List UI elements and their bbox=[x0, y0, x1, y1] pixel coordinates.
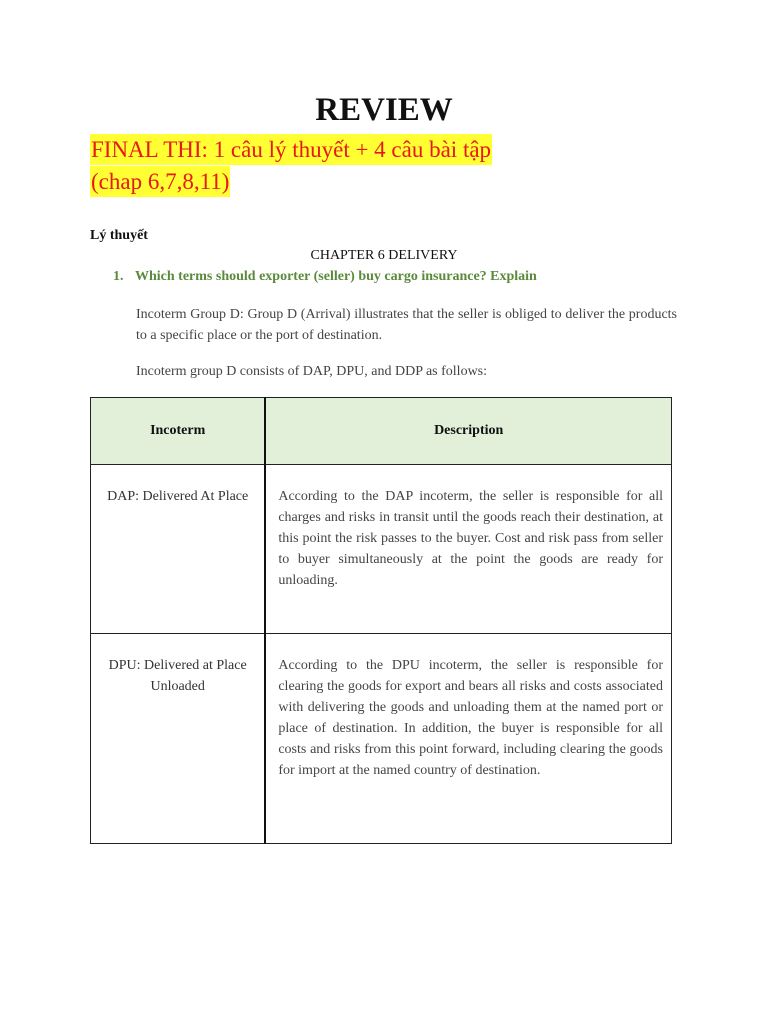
term-cell: DPU: Delivered at Place Unloaded bbox=[91, 634, 266, 844]
chapter-heading: CHAPTER 6 DELIVERY bbox=[310, 248, 458, 263]
description-cell: According to the DAP incoterm, the seller is responsible for all charges and risks in transit until the goods reach their destination, at this point the risk passes to the buyer. Cost and risk pass from seller to buyer simultaneously at the point the goods are ready for unloading. bbox=[265, 465, 671, 634]
description-cell: According to the DPU incoterm, the seller is responsible for clearing the goods for export and bears all risks and costs associated with delivering the goods and unloading them at the named port or place of destination. In addition, the buyer is responsible for all costs and risks from this point forward, including clearing the goods for import at the named country of destination. bbox=[265, 634, 671, 844]
question-1 bbox=[113, 269, 537, 285]
header-incoterm: Incoterm bbox=[91, 398, 266, 465]
exam-note-line-2: (chap 6,7,8,11) bbox=[90, 166, 230, 197]
incoterm-table bbox=[90, 397, 672, 844]
table-header-row bbox=[91, 398, 672, 465]
question-text: Which terms should exporter (seller) buy cargo insurance? Explain bbox=[135, 269, 537, 284]
table-row bbox=[91, 465, 672, 634]
paragraph-group-d: Incoterm Group D: Group D (Arrival) illustrates that the seller is obliged to deliver the products to a specific place or the port of destination. bbox=[136, 307, 677, 343]
header-description: Description bbox=[265, 398, 671, 465]
term-cell: DAP: Delivered At Place bbox=[91, 465, 266, 634]
table-row bbox=[91, 634, 672, 844]
paragraph-group-d-list: Incoterm group D consists of DAP, DPU, and DDP as follows: bbox=[136, 364, 488, 379]
document-title: REVIEW bbox=[315, 92, 453, 128]
question-number: 1. bbox=[113, 269, 124, 284]
section-label: Lý thuyết bbox=[90, 228, 148, 243]
exam-note-line-1: FINAL THI: 1 câu lý thuyết + 4 câu bài tập bbox=[90, 134, 492, 165]
